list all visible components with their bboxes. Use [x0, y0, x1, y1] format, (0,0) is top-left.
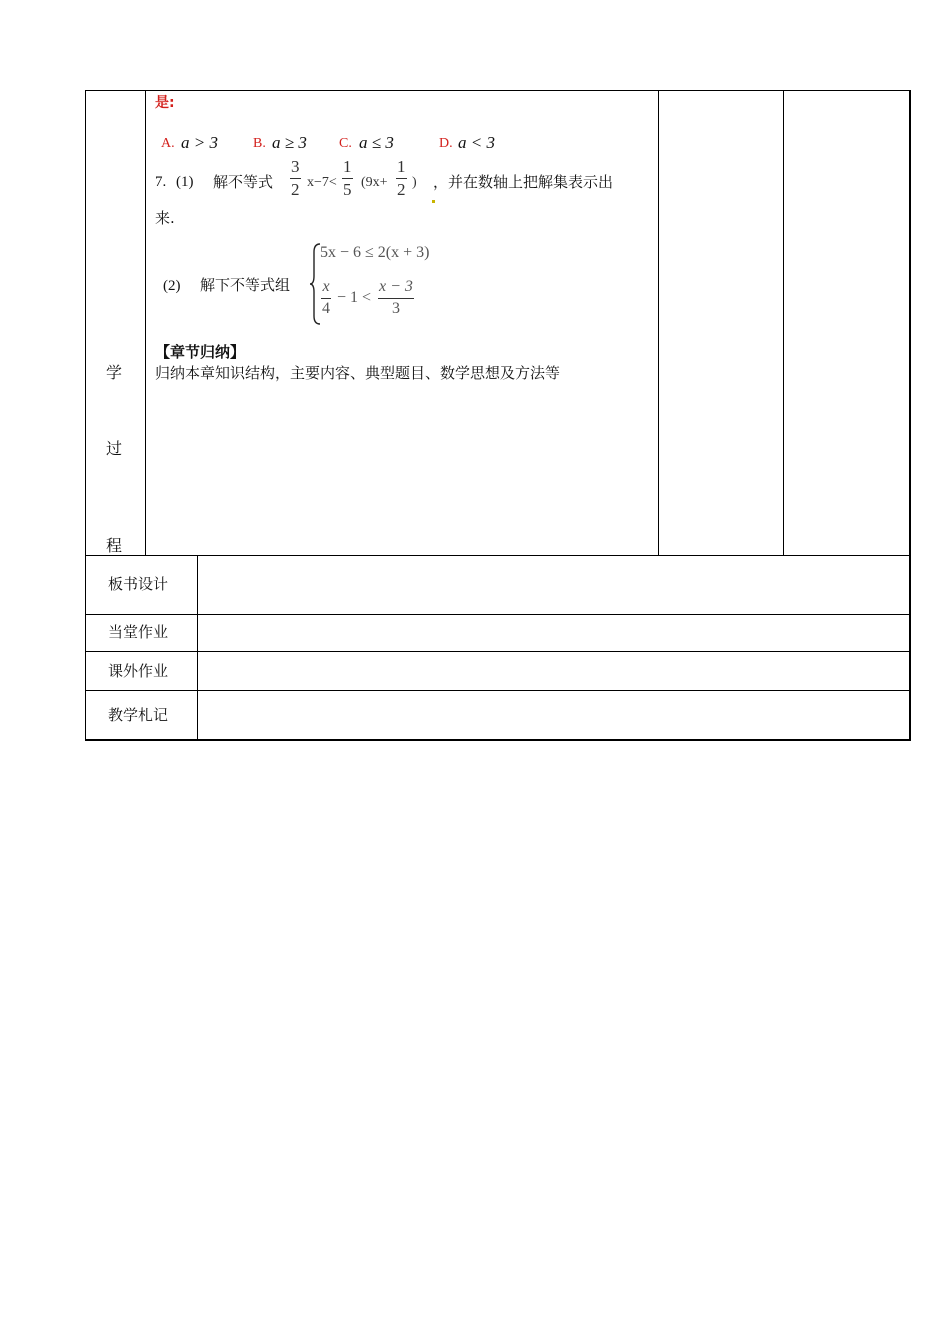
q7-frac1-numerator: 3: [291, 157, 300, 176]
side-label-char-1: 学: [106, 363, 123, 382]
table-bottom-border: [85, 739, 911, 741]
system-mid: − 1 <: [337, 289, 372, 306]
option-c-expr: a ≤ 3: [359, 133, 394, 152]
q7-frac2-bar: [342, 178, 353, 179]
q7-mid-expr: x−7<: [307, 175, 337, 190]
section-title: 【章节归纳】: [155, 343, 246, 361]
q7-part1-tail-cont: 来.: [155, 209, 175, 227]
q7-part2-text: 解下不等式组: [200, 276, 291, 294]
option-a-expr: a > 3: [181, 133, 218, 152]
q7-number: 7.: [155, 174, 167, 190]
system-frac-x-minus-3-over-3: [378, 279, 414, 317]
row-label-after-class-homework: 课外作业: [108, 662, 169, 680]
class-homework-cell[interactable]: [198, 615, 909, 651]
q7-part1-label: (1): [176, 174, 194, 190]
teaching-notes-cell[interactable]: [198, 691, 909, 739]
q7-part2-label: (2): [163, 278, 181, 294]
row-label-teaching-notes: 教学札记: [108, 706, 169, 724]
option-b-letter: B.: [253, 136, 266, 151]
side-label-divider: [145, 90, 146, 556]
table-top-border: [85, 90, 911, 91]
q7-frac2-numerator: 1: [343, 157, 352, 176]
q7-frac1-denominator: 2: [291, 180, 300, 199]
q7-frac-one-fifth: [342, 158, 353, 198]
option-b-expr: a ≥ 3: [272, 133, 307, 152]
option-c-letter: C.: [339, 136, 352, 151]
q7-part1-tail: ，并在数轴上把解集表示出: [433, 173, 614, 191]
q7-part1-text: 解不等式: [213, 173, 274, 191]
system-frac-a-numerator: x: [322, 278, 330, 295]
side-label-char-2: 过: [106, 439, 123, 458]
marker-dot: [432, 200, 435, 203]
q7-paren-close: ): [412, 175, 417, 190]
side-label-char-3: 程: [106, 536, 123, 555]
system-frac-b-bar: [378, 298, 414, 299]
system-frac-a-bar: [321, 298, 331, 299]
option-d-letter: D.: [439, 136, 453, 151]
system-frac-b-numerator: x − 3: [379, 278, 413, 295]
row-label-class-homework: 当堂作业: [108, 623, 169, 641]
system-frac-x-over-4: [321, 279, 331, 317]
option-d-expr: a < 3: [458, 133, 495, 152]
q7-frac-one-half: [396, 158, 407, 198]
q7-frac1-bar: [290, 178, 301, 179]
q7-frac3-bar: [396, 178, 407, 179]
column-divider-1: [658, 90, 659, 556]
row-label-board-design: 板书设计: [108, 575, 169, 593]
column-divider-2: [783, 90, 784, 556]
intro-text: 是:: [155, 95, 175, 111]
system-frac-a-denominator: 4: [322, 300, 330, 317]
system-line-1: 5x − 6 ≤ 2(x + 3): [320, 244, 430, 261]
q7-frac-three-halves: [290, 158, 301, 198]
system-frac-b-denominator: 3: [391, 300, 400, 317]
table-right-border: [909, 90, 911, 741]
q7-frac3-numerator: 1: [397, 157, 406, 176]
q7-frac2-denominator: 5: [343, 180, 352, 199]
q7-paren-open: (9x+: [361, 175, 388, 190]
table-left-border: [85, 90, 86, 741]
board-design-cell[interactable]: [198, 556, 909, 614]
q7-frac3-denominator: 2: [397, 180, 406, 199]
section-text: 归纳本章知识结构，主要内容、典型题目、数学思想及方法等: [155, 364, 561, 382]
option-a-letter: A.: [161, 136, 175, 151]
after-class-homework-cell[interactable]: [198, 652, 909, 690]
